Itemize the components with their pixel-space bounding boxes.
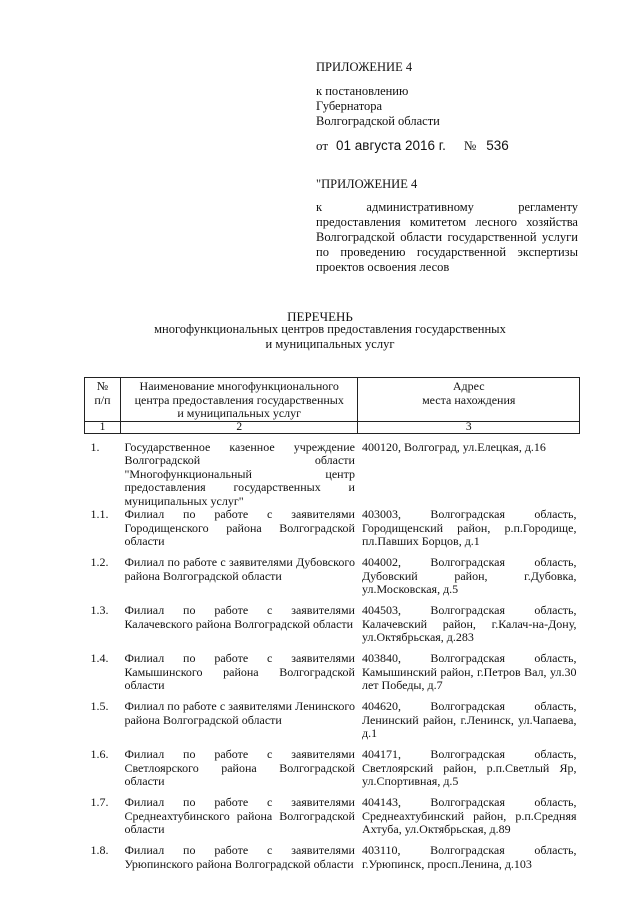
header-line: центра предоставления государственных [134, 392, 344, 407]
header-number [85, 378, 121, 422]
table-row [85, 556, 580, 604]
date-value: 01 августа 2016 г. [336, 138, 446, 153]
table-row [85, 700, 580, 748]
header-line: Наименование многофункционального [139, 379, 339, 393]
table-row [85, 748, 580, 796]
header-line: и муниципальных услуг [177, 406, 302, 420]
column-number: 1 [85, 421, 121, 433]
center-address: 400120, Волгоград, ул.Елецкая, д.16 [361, 439, 546, 454]
row-number: 1.4. [90, 651, 109, 665]
number-value: 536 [486, 138, 509, 153]
row-number: 1.5. [90, 699, 109, 713]
center-address: 404143, Волгоградская область, Среднеахтубинский район, р.п.Средняя Ахтуба, ул.Октябрьская, д.89 [361, 795, 577, 836]
row-number: 1. [90, 439, 100, 454]
center-address: 404620, Волгоградская область, Ленинский район, г.Ленинск, ул.Чапаева, д.1 [361, 699, 577, 740]
center-address: 403003, Волгоградская область, Городищенский район, р.п.Городище, пл.Павших Борцов, д.1 [361, 507, 577, 548]
center-address: 404002, Волгоградская область, Дубовский район, г.Дубовка, ул.Московская, д.5 [361, 555, 577, 596]
header-line: места нахождения [422, 392, 516, 407]
center-name: Филиал по работе с заявителями Ленинского района Волгоградской области [124, 699, 355, 727]
center-name: Государственное казенное учреждение Волгоградской области "Многофункциональный центр предоставления государственных и муниципальных услуг" [124, 439, 355, 508]
row-number: 1.2. [90, 555, 109, 569]
center-name: Филиал по работе с заявителями Светлоярского района Волгоградской области [124, 747, 355, 788]
list-title: ПЕРЕЧЕНЬ [287, 309, 353, 324]
center-address: 404171, Волгоградская область, Светлоярский район, р.п.Светлый Яр, ул.Спортивная, д.5 [361, 747, 577, 788]
center-address: 404503, Волгоградская область, Калачевский район, г.Калач-на-Дону, ул.Октябрьская, д.283 [361, 603, 577, 644]
header-name [120, 378, 358, 422]
table-row [85, 796, 580, 844]
table-row [85, 652, 580, 700]
number-prefix: № [463, 138, 477, 153]
header-line: п/п [94, 392, 111, 407]
date-number-line [316, 138, 509, 153]
row-number: 1.1. [90, 507, 109, 521]
row-number: 1.7. [90, 795, 109, 809]
header-line: № [96, 379, 109, 393]
center-name: Филиал по работе с заявителями Калачевского района Волгоградской области [124, 603, 355, 631]
appendix2-text: к административному регламенту предоставления комитетом лесного хозяйства Волгоградской области государственной услуги по проведению государственной экспертизы проектов освоения лесов [316, 200, 578, 274]
column-number: 3 [358, 421, 580, 433]
column-number: 2 [120, 421, 358, 433]
row-number: 1.8. [90, 843, 109, 857]
center-name: Филиал по работе с заявителями Дубовского района Волгоградской области [124, 555, 355, 583]
header-line: Адрес [452, 379, 485, 393]
resolution-line: к постановлению [316, 84, 409, 98]
center-name: Филиал по работе с заявителями Урюпинского района Волгоградской области [124, 843, 355, 871]
table-row [85, 508, 580, 556]
resolution-line: Волгоградской области [316, 114, 440, 128]
center-name: Филиал по работе с заявителями Городищенского района Волгоградской области [124, 507, 355, 548]
date-prefix: от [316, 138, 329, 153]
table-row [85, 844, 580, 878]
appendix2-title: "ПРИЛОЖЕНИЕ 4 [316, 177, 418, 191]
table-row [85, 433, 580, 508]
center-address: 403840, Волгоградская область, Камышинский район, г.Петров Вал, ул.30 лет Победы, д.7 [361, 651, 577, 692]
center-name: Филиал по работе с заявителями Камышинского района Волгоградской области [124, 651, 355, 692]
row-number: 1.3. [90, 603, 109, 617]
subtitle-line: многофункциональных центров предоставления государственных [154, 322, 506, 336]
center-address: 403110, Волгоградская область, г.Урюпинск, просп.Ленина, д.103 [361, 843, 577, 871]
resolution-line: Губернатора [316, 99, 383, 113]
list-subtitle [140, 322, 520, 352]
subtitle-line: и муниципальных услуг [265, 337, 395, 351]
table-row [85, 604, 580, 652]
center-name: Филиал по работе с заявителями Среднеахтубинского района Волгоградской области [124, 795, 355, 836]
row-number: 1.6. [90, 747, 109, 761]
resolution-reference [316, 84, 476, 129]
column-numbers-row [85, 421, 580, 433]
appendix-title: ПРИЛОЖЕНИЕ 4 [316, 60, 413, 74]
table-header-row [85, 378, 580, 422]
header-address [358, 378, 580, 422]
centers-table [84, 377, 580, 878]
